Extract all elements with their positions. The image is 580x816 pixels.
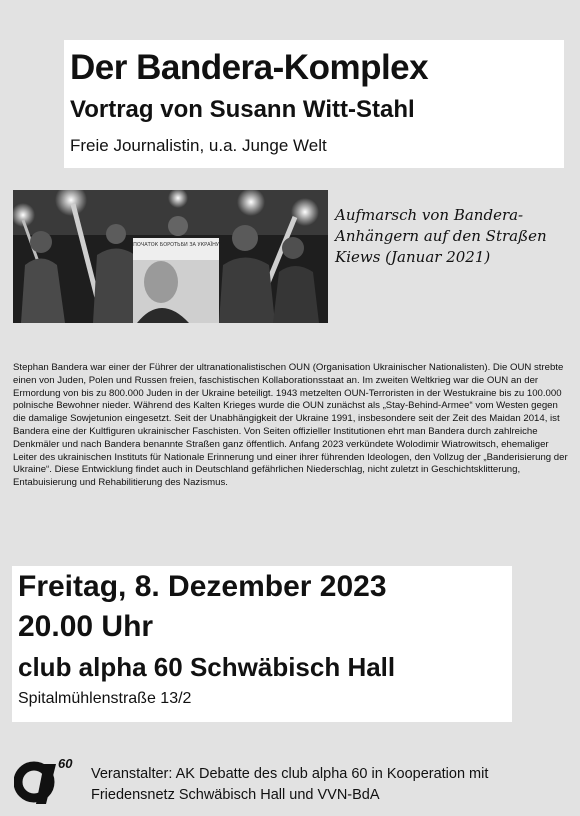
poster-text: ПОЧАТОК БОРОТЬБИ ЗА УКРАЇНУ	[133, 242, 219, 248]
event-time: 20.00 Uhr	[18, 610, 154, 643]
photo-illustration	[13, 190, 328, 323]
photo-caption: Aufmarsch von Bandera-Anhängern auf den Straßen Kiews (Januar 2021)	[335, 206, 547, 266]
alpha-60-logo	[14, 754, 76, 806]
event-address: Spitalmühlenstraße 13/2	[18, 690, 192, 707]
page-title: Der Bandera-Komplex	[70, 48, 429, 87]
event-date: Freitag, 8. Dezember 2023	[18, 570, 387, 603]
event-box	[12, 566, 512, 722]
event-venue: club alpha 60 Schwäbisch Hall	[18, 652, 396, 682]
alpha-60-logo-icon	[14, 754, 76, 806]
body-paragraph: Stephan Bandera war einer der Führer der ultranationalistischen OUN (Organisation Ukrainischer Nationalisten). Die OUN strebte einen von Juden, Polen und Russen freien, faschistischen Kollaborationsstaat an. Im zweiten Weltkrieg war die OUN an der Ermordung von bis zu 800.000 Juden in der Ukraine beteiligt. 1943 metzelten OUN-Terroristen in der Westukraine bis zu 100.000 polnische Bewohner nieder. Während des Kalten Krieges wurde die OUN zunächst als „Stay-Behind-Armee“ vom Westen gegen die damalige Sowjetunion eingesetzt. Seit der Unabhängigkeit der Ukraine 1991, insbesondere seit der Zeit des Maidan 2014, ist Bandera eine der Kultfiguren ukrainischer Faschisten. Von Seiten offizieller Institutionen ehrt man Bandera durch zahlreiche Denkmäler und nach Bandera benannte Straßen ganz öffentlich. Anfang 2023 verkündete Wolodimir Wiatrowitsch, ehemaliger Leiter des ukrainischen Instituts für Nationale Erinnerung und einer ihrer führenden Ideologen, den Vollzug der „Banderisierung der Ukraine“. Diese Entwicklung findet auch in Deutschland gefährlichen Niederschlag, nicht zuletzt in Geschichtsklitterung, Entabuisierung und Rehabilitierung des Nazismus.	[13, 362, 568, 489]
author-info: Freie Journalistin, u.a. Junge Welt	[70, 136, 327, 155]
organizer-info: Veranstalter: AK Debatte des club alpha 60 in Kooperation mit Friedensnetz Schwäbisch Hall und VVN-BdA	[91, 766, 489, 803]
body-text	[13, 362, 568, 490]
page-subtitle: Vortrag von Susann Witt-Stahl	[70, 96, 415, 123]
torch-march-photo	[13, 190, 328, 323]
logo-number: 60	[58, 756, 73, 771]
title-box	[64, 40, 564, 168]
